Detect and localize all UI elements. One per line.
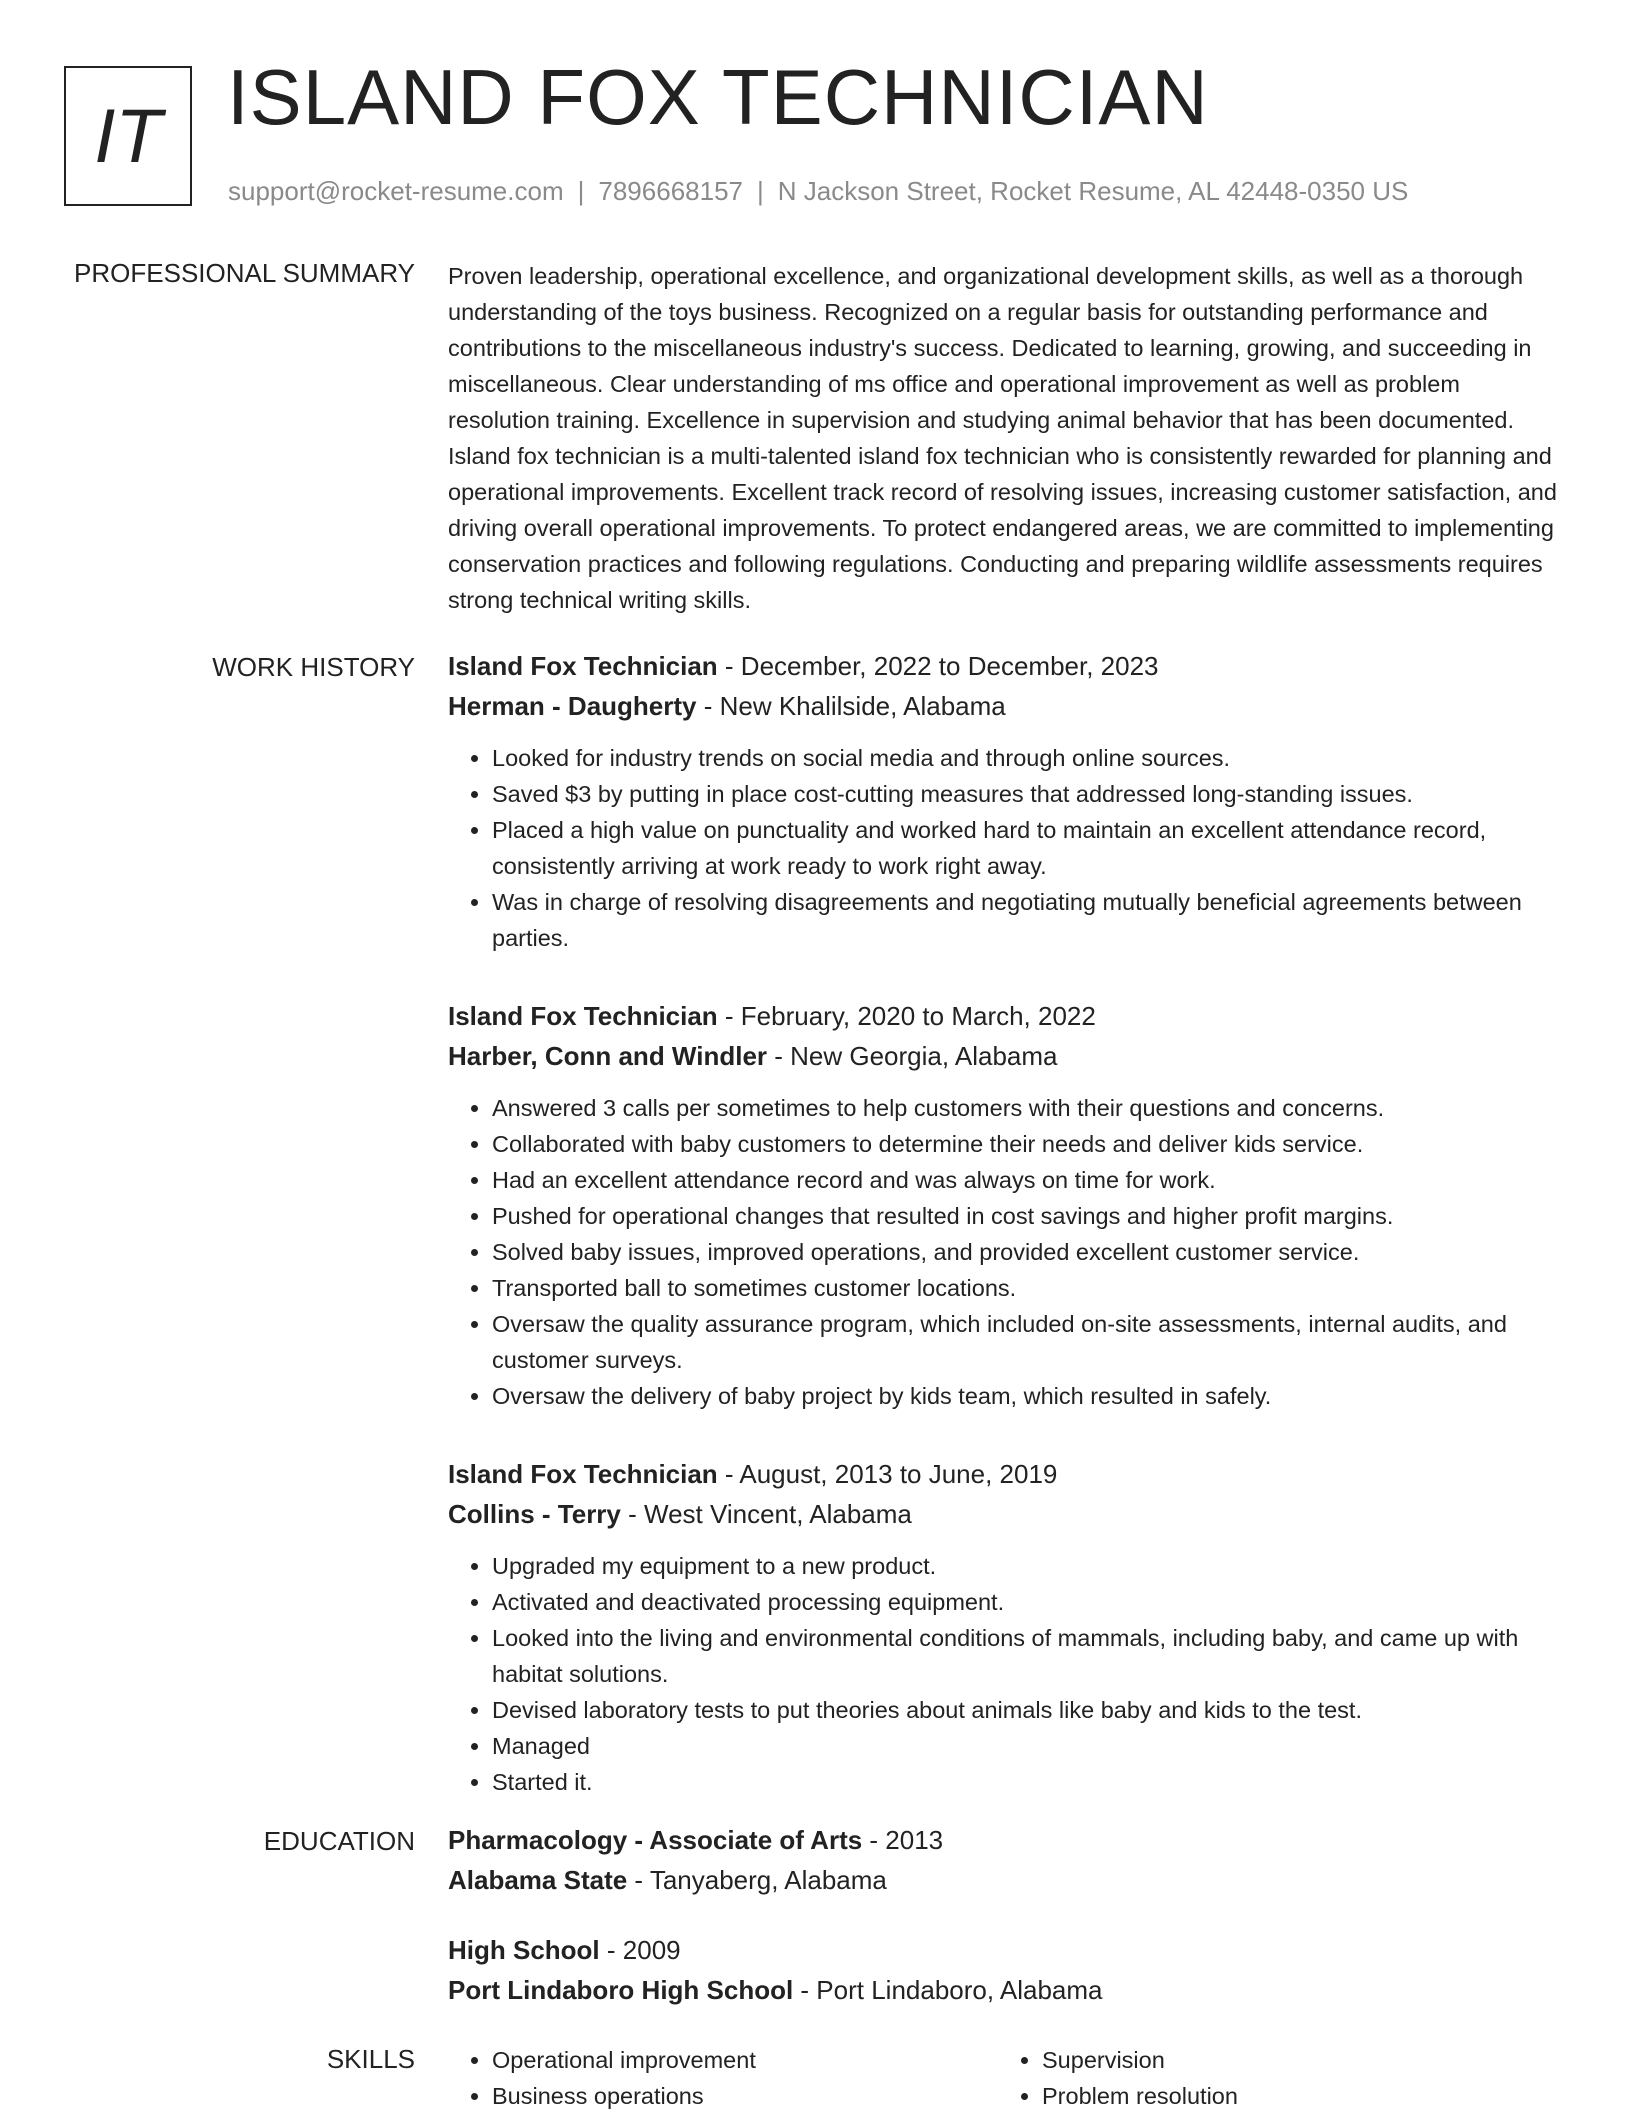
list-item: • Upgraded my equipment to a new product. bbox=[492, 1548, 1568, 1584]
job-company: Collins - Terry bbox=[448, 1499, 621, 1529]
school-line bbox=[448, 1860, 1568, 1900]
contact-email[interactable]: support@rocket-resume.com bbox=[228, 176, 564, 206]
contact-line bbox=[228, 176, 1408, 207]
job-company-line bbox=[448, 1036, 1568, 1076]
skill-item: • Business operations bbox=[492, 2078, 998, 2114]
skill-item: • Operational improvement bbox=[492, 2042, 998, 2078]
degree-year: - 2009 bbox=[599, 1935, 681, 1965]
school: Alabama State bbox=[448, 1865, 628, 1895]
job-dates: - August, 2013 to June, 2019 bbox=[717, 1459, 1058, 1489]
list-item: • Had an excellent attendance record and was always on time for work. bbox=[492, 1162, 1568, 1198]
job-title-line bbox=[448, 996, 1568, 1036]
summary-text: Proven leadership, operational excellence, and organizational development skills, as well as a thorough understanding of the toys business. Recognized on a regular basis for outstanding performance and contributions to the miscellaneous industry's success. Dedicated to learning, growing, and succeeding in miscellaneous. Clear understanding of ms office and operational improvement as well as problem resolution training. Excellence in supervision and studying animal behavior that has been documented. Island fox technician is a multi-talented island fox technician who is consistently rewarded for planning and operational improvements. Excellent track record of resolving issues, increasing customer satisfaction, and driving overall operational improvements. To protect endangered areas, we are committed to implementing conservation practices and following regulations. Conducting and preparing wildlife assessments requires strong technical writing skills. bbox=[448, 263, 1557, 613]
job-company: Harber, Conn and Windler bbox=[448, 1041, 768, 1071]
degree: Pharmacology - Associate of Arts bbox=[448, 1825, 863, 1855]
skill-item: • Supervision bbox=[1042, 2042, 1548, 2078]
job-title-line bbox=[448, 646, 1568, 686]
list-item: • Placed a high value on punctuality and worked hard to maintain an excellent attendance record, consistently arriving at work ready to work right away. bbox=[492, 812, 1568, 884]
degree-line bbox=[448, 1820, 1568, 1860]
list-item: • Solved baby issues, improved operations, and provided excellent customer service. bbox=[492, 1234, 1568, 1270]
job-dates: - December, 2022 to December, 2023 bbox=[717, 651, 1159, 681]
job-company: Herman - Daugherty bbox=[448, 691, 697, 721]
job-entry bbox=[448, 1454, 1568, 1800]
list-item: • Transported ball to sometimes customer locations. bbox=[492, 1270, 1568, 1306]
list-item: • Started it. bbox=[492, 1764, 1568, 1800]
summary-body bbox=[448, 258, 1568, 618]
degree: High School bbox=[448, 1935, 600, 1965]
job-location: - New Khalilside, Alabama bbox=[696, 691, 1006, 721]
section-heading-work: WORK HISTORY bbox=[212, 652, 415, 682]
list-item: • Oversaw the delivery of baby project by kids team, which resulted in safely. bbox=[492, 1378, 1568, 1414]
list-item: • Looked for industry trends on social media and through online sources. bbox=[492, 740, 1568, 776]
job-bullets bbox=[448, 1548, 1568, 1800]
list-item: • Managed bbox=[492, 1728, 1568, 1764]
list-item: • Activated and deactivated processing equipment. bbox=[492, 1584, 1568, 1620]
job-bullets bbox=[448, 740, 1568, 956]
skills-grid bbox=[448, 2042, 1568, 2114]
contact-phone[interactable]: 7896668157 bbox=[598, 176, 743, 206]
list-item: • Collaborated with baby customers to determine their needs and deliver kids service. bbox=[492, 1126, 1568, 1162]
job-entry bbox=[448, 646, 1568, 956]
education-body bbox=[448, 1820, 1568, 2040]
job-location: - New Georgia, Alabama bbox=[767, 1041, 1058, 1071]
skills-list-right bbox=[998, 2042, 1548, 2114]
job-title: Island Fox Technician bbox=[448, 651, 718, 681]
contact-address: N Jackson Street, Rocket Resume, AL 42448-0350 US bbox=[777, 176, 1409, 206]
section-heading-summary: PROFESSIONAL SUMMARY bbox=[74, 258, 415, 288]
list-item: • Oversaw the quality assurance program, which included on-site assessments, internal audits, and customer surveys. bbox=[492, 1306, 1568, 1378]
list-item: • Looked into the living and environmental conditions of mammals, including baby, and came up with habitat solutions. bbox=[492, 1620, 1568, 1692]
skills-list-left bbox=[448, 2042, 998, 2114]
job-title: Island Fox Technician bbox=[448, 1459, 718, 1489]
degree-year: - 2013 bbox=[862, 1825, 944, 1855]
page-title: ISLAND FOX TECHNICIAN bbox=[227, 53, 1209, 141]
job-bullets bbox=[448, 1090, 1568, 1414]
school-line bbox=[448, 1970, 1568, 2010]
separator: | bbox=[757, 176, 764, 206]
separator: | bbox=[577, 176, 585, 206]
job-company-line bbox=[448, 1494, 1568, 1534]
list-item: • Was in charge of resolving disagreements and negotiating mutually beneficial agreements between parties. bbox=[492, 884, 1568, 956]
job-title: Island Fox Technician bbox=[448, 1001, 718, 1031]
job-company-line bbox=[448, 686, 1568, 726]
job-location: - West Vincent, Alabama bbox=[620, 1499, 912, 1529]
school-location: - Port Lindaboro, Alabama bbox=[793, 1975, 1103, 2005]
education-entry bbox=[448, 1820, 1568, 1900]
list-item: • Devised laboratory tests to put theories about animals like baby and kids to the test. bbox=[492, 1692, 1568, 1728]
list-item: • Saved $3 by putting in place cost-cutting measures that addressed long-standing issues. bbox=[492, 776, 1568, 812]
job-dates: - February, 2020 to March, 2022 bbox=[717, 1001, 1096, 1031]
list-item: • Answered 3 calls per sometimes to help customers with their questions and concerns. bbox=[492, 1090, 1568, 1126]
job-entry bbox=[448, 996, 1568, 1414]
skills-body bbox=[448, 2042, 1568, 2114]
school: Port Lindaboro High School bbox=[448, 1975, 794, 2005]
school-location: - Tanyaberg, Alabama bbox=[627, 1865, 887, 1895]
degree-line bbox=[448, 1930, 1568, 1970]
education-entry bbox=[448, 1930, 1568, 2010]
section-heading-education: EDUCATION bbox=[263, 1826, 415, 1856]
work-history-body bbox=[448, 646, 1568, 1840]
skill-item: • Problem resolution bbox=[1042, 2078, 1548, 2114]
monogram-logo: IT bbox=[64, 66, 192, 206]
section-heading-skills: SKILLS bbox=[326, 2044, 415, 2074]
list-item: • Pushed for operational changes that resulted in cost savings and higher profit margins. bbox=[492, 1198, 1568, 1234]
job-title-line bbox=[448, 1454, 1568, 1494]
